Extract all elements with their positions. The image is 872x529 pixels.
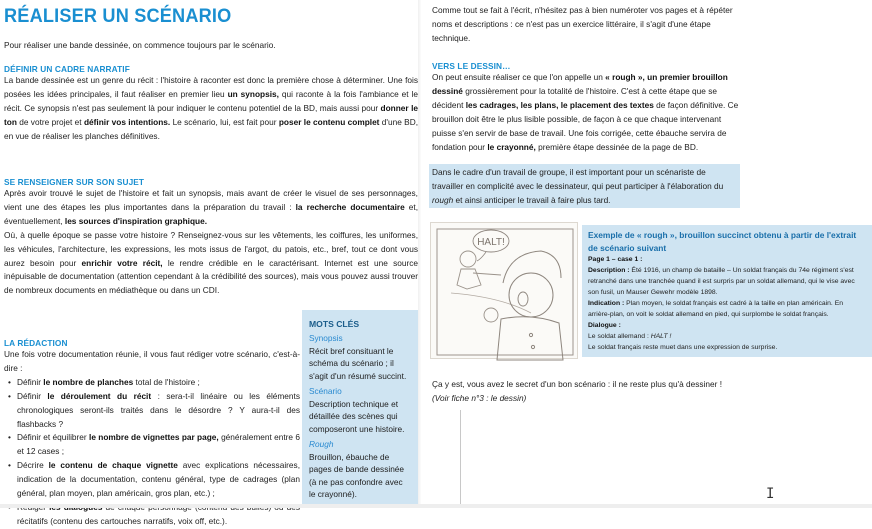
keyword-term: Scénario xyxy=(309,386,342,396)
section-redaction-text: Une fois votre documentation réunie, il vous faut rédiger votre scénario, c'est-à-dire : • Définir le nombre de planches total de l'histoire ; • Définir le déroulement du récit : sera-t-il linéaire ou les éléments chronologiques seront-ils traités dans le désordre ? Y aura-t-il des flashbacks ? • Définir et équilibrer le nombre de vignettes par page, généralement entre 6 et 12 cases ; • Décrire le contenu de chaque vignette avec explications nécessaires, indication de la documentation, contenu général, type de cadrages (plan général, plan moyen, plan américain, gros plan, etc.) ; • récitatifs (contenu des cartouches narratifs, voix off, etc.). xyxy=(4,348,300,529)
example-description: Description : Été 1916, un champ de bataille – Un soldat français du 74e régiment s'est retranché dans une tranchée quand il est surpris par un soldat allemand, qui le vise avec son fusil, un Mauser Gewehr modèle 1898. xyxy=(588,267,855,296)
list-item: • Définir le déroulement du récit : sera-t-il linéaire ou les éléments chronologiques seront-ils traités dans le désordre ? Y aura-t-il des flashbacks ? xyxy=(4,390,300,432)
speech-text: HALT! xyxy=(477,237,505,248)
closing-paragraph: Ça y est, vous avez le secret d'un bon scénario : il ne reste plus qu'à dessiner ! (Voir fiche n°3 : le dessin) xyxy=(432,378,752,406)
page-title: RÉALISER UN SCÉNARIO xyxy=(4,5,232,27)
section-heading-renseigner: SE RENSEIGNER SUR SON SUJET xyxy=(4,177,145,187)
example-title: Exemple de « rough », brouillon succinct obtenu à partir de l'extrait de scénario suivant xyxy=(588,230,857,253)
rough-sketch-image xyxy=(430,222,578,359)
keywords-title: MOTS CLÉS xyxy=(309,319,360,329)
keyword-term: Rough xyxy=(309,439,334,449)
intro-paragraph: Pour réaliser une bande dessinée, on commence toujours par le scénario. xyxy=(4,40,276,50)
dialogue-line: Le soldat français reste muet dans une expression de surprise. xyxy=(588,344,778,351)
rough-sketch-drawing xyxy=(431,223,579,360)
keyword-definition: Description technique et détaillée des scènes qui composeront une histoire. xyxy=(309,398,405,434)
dialogue-line: Le soldat allemand : HALT ! xyxy=(588,333,672,340)
right-top-paragraph: Comme tout se fait à l'écrit, n'hésitez pas à bien numéroter vos pages et à répéter noms et descriptions : ce n'est pas un exercice littéraire, il s'agit d'une étape technique. xyxy=(432,5,733,43)
keyword-definition: Brouillon, ébauche de pages de bande dessinée (à ne pas confondre avec le crayonné). xyxy=(309,451,405,499)
rough-example-box xyxy=(582,225,872,357)
list-item: • Définir et équilibrer le nombre de vignettes par page, généralement entre 6 et 12 cases ; xyxy=(4,431,300,459)
keyword-term: Synopsis xyxy=(309,333,343,343)
section-narratif-text: La bande dessinée est un genre du récit : l'histoire à raconter est donc la première chose à déterminer. Une fois posées les idées principales, il faut réaliser en premier lieu un synopsis, qui raconte à la fois l'ambiance et le récit. Ce synopsis n'est pas seulement là pour indiquer le contenu potentiel de la BD, mais aussi pour donner le ton de votre projet et définir vos intentions. Le scénario, lui, est fait pour poser le contenu complet d'une BD, en vue de réaliser les planches définitives. xyxy=(4,75,419,141)
keyword-definition: Récit bref consituant le schéma du scénario ; il s'agit d'un résumé succint. xyxy=(309,345,407,381)
see-also-reference: (Voir fiche n°3 : le dessin) xyxy=(432,392,527,403)
text-cursor-icon: I xyxy=(766,486,775,502)
section-heading-dessin: VERS LE DESSIN… xyxy=(432,61,511,71)
section-renseigner-text: Après avoir trouvé le sujet de l'histoire et fait un synopsis, mais avant de créer le visuel de ses personnages, vient une des étapes les plus importantes dans la préparation du travail : la recherche documentaire et, éventuellement, les sources d'inspiration graphique. Où, à quelle époque se passe votre histoire ? Renseignez-vous sur les vêtements, les coiffures, les uniformes, les véhicules, l'architecture, les expressions, les mots issus de l'argot, du patois, etc., bref, tout ce dont vous aurez besoin pour enrichir votre récit, le rendre crédible en le caractérisant. Internet est une source inépuisable de documentation (attention cependant à la crédibilité des sources), mais vous pouvez aussi trouver de nombreux documents en médiathèque ou dans un CDI. xyxy=(4,188,419,296)
dialogue-label: Dialogue : xyxy=(588,322,621,329)
list-item: • récitatifs (contenu des cartouches narratifs, voix off, etc.). xyxy=(4,501,300,529)
text-caret-line xyxy=(460,410,461,508)
section-dessin-text: On peut ensuite réaliser ce que l'on appelle un « rough », un premier brouillon dessiné grossièrement pour la totalité de l'histoire. C'est à cette étape que se décident les cadrages, les plans, le placement des textes de façon définitive. Ce brouillon doit être le plus lisible possible, de façon à ce que chaque intervenant puisse s'en servir de base de travail. Une fois corrigée, cette ébauche servira de fondation pour le crayonné, première étape dessinée de la page de BD. xyxy=(432,72,739,152)
example-indication: Indication : Plan moyen, le soldat français est cadré à la taille en plan américain. En arrière-plan, on voit le soldat allemand en pied, qui surplombe le soldat français. xyxy=(588,300,844,318)
page-bottom-edge xyxy=(0,504,872,508)
keywords-box xyxy=(302,310,419,504)
page-case-label: Page 1 – case 1 : xyxy=(588,256,643,263)
group-work-highlight: Dans le cadre d'un travail de groupe, il est important pour un scénariste de travailler en complicité avec le dessinateur, qui peut participer à l'élaboration du rough et ainsi anticiper le travail à faire plus tard. xyxy=(429,164,740,208)
section-heading-redaction: LA RÉDACTION xyxy=(4,338,68,348)
left-page xyxy=(0,0,421,526)
list-item: • Décrire le contenu de chaque vignette avec explications nécessaires, indication de la documentation, contenu général, type de cadrages (plan général, plan moyen, plan américain, gros plan, etc.) ; xyxy=(4,459,300,501)
list-item: • Définir le nombre de planches total de l'histoire ; xyxy=(4,376,300,390)
section-heading-narratif: DÉFINIR UN CADRE NARRATIF xyxy=(4,64,130,74)
